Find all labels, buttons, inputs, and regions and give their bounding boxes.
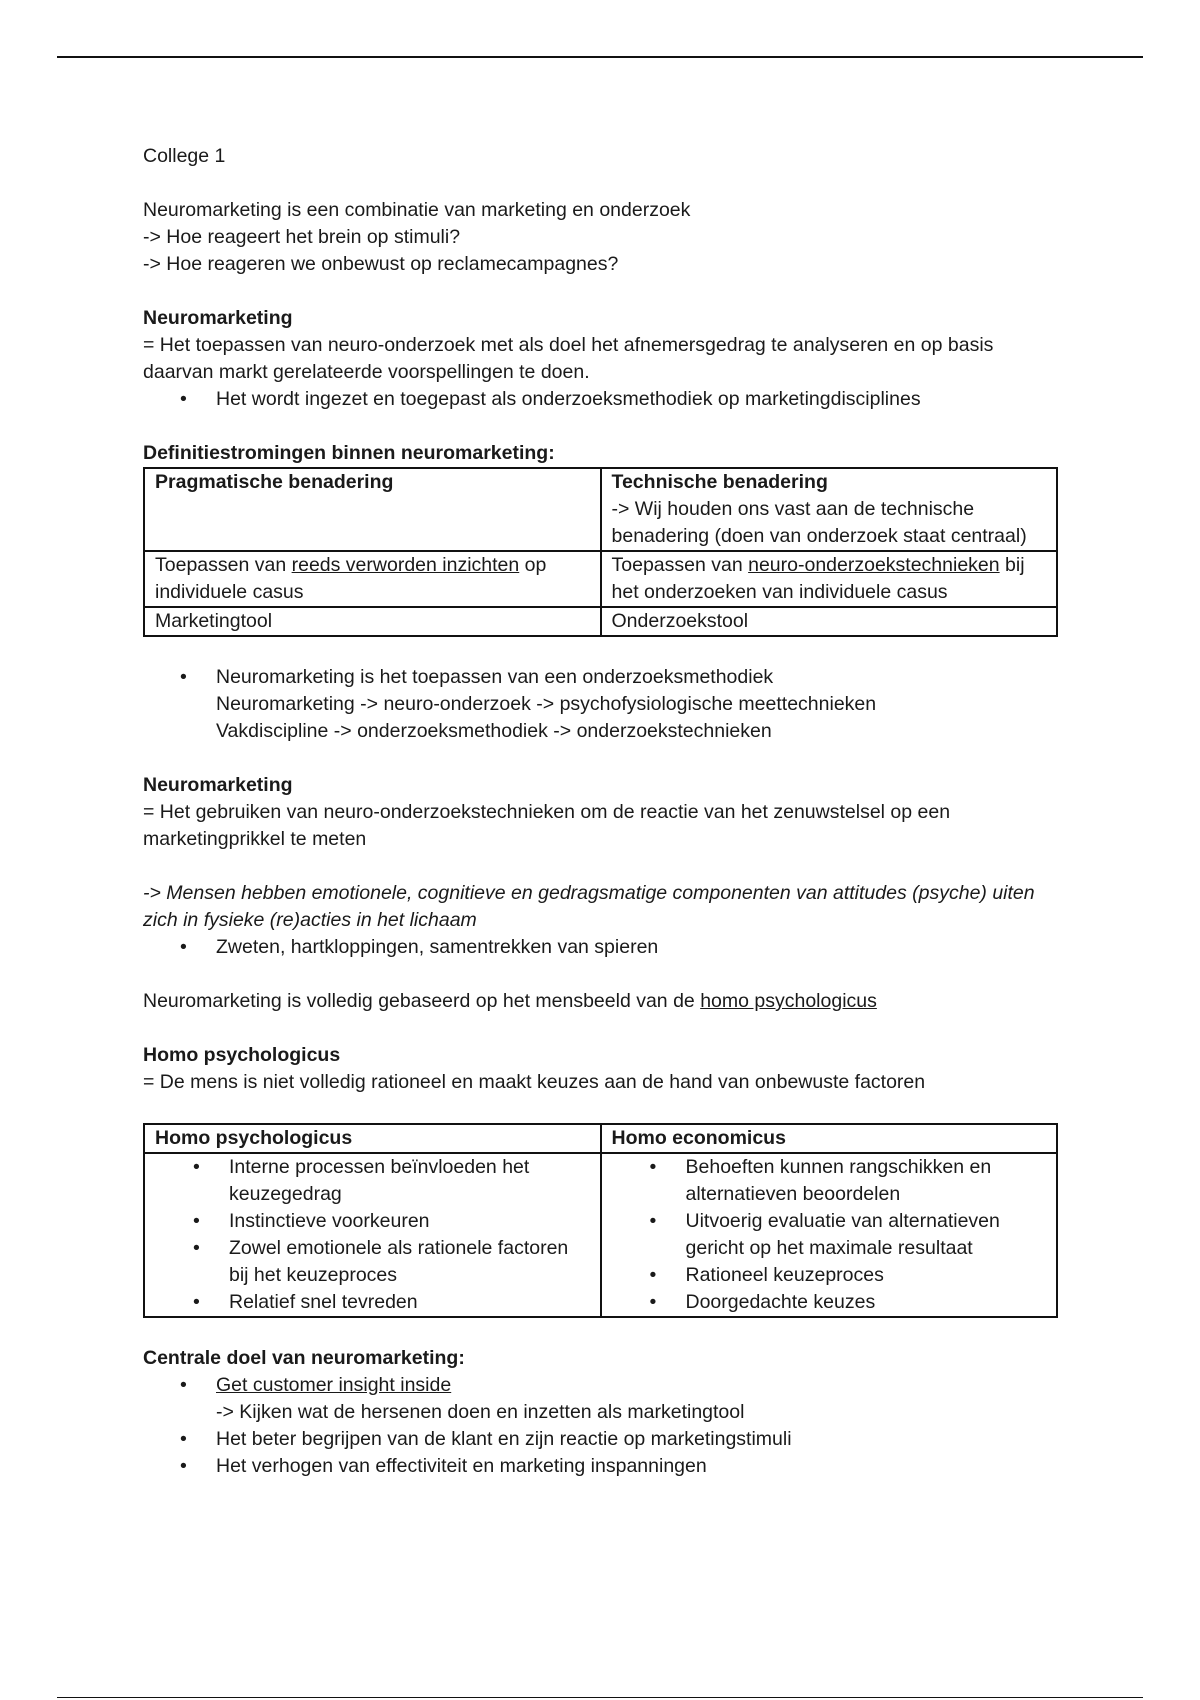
cell-text: Toepassen van (611, 554, 749, 576)
document-body (143, 143, 1063, 1480)
table-cell: Marketingtool (144, 607, 601, 636)
definition-text: = Het toepassen van neuro-onderzoek met als doel het afnemersgedrag te analyseren en op basis daarvan markt gerelateerde voorspellingen te doen. (143, 334, 994, 383)
table-cell (601, 1153, 1058, 1317)
list-item: • Uitvoerig evaluatie van alternatieven gericht op het maximale resultaat (686, 1208, 1049, 1262)
table-caption: Definitiestromingen binnen neuromarketing: (143, 442, 555, 464)
definition-text: = De mens is niet volledig rationeel en maakt keuzes aan de hand van onbewuste factoren (143, 1071, 926, 1093)
table-row (144, 1124, 1057, 1153)
table-cell (144, 468, 601, 551)
bullet-list (143, 1372, 1063, 1480)
list-item-line: Neuromarketing -> neuro-onderzoek -> psychofysiologische meettechnieken (216, 693, 877, 715)
bullet-list (612, 1154, 1049, 1316)
comparison-table (143, 1123, 1058, 1318)
definition-text: = Het gebruiken van neuro-onderzoekstechnieken om de reactie van het zenuwstelsel op een marketingprikkel te meten (143, 801, 951, 850)
list-item-line: • Neuromarketing is het toepassen van een onderzoeksmethodiek (216, 666, 774, 688)
section-title: Homo psychologicus (143, 1044, 341, 1066)
table-row (144, 1153, 1057, 1317)
list-item: • Het wordt ingezet en toegepast als onderzoeksmethodiek op marketingdisciplines (216, 386, 1063, 413)
table-cell (601, 551, 1058, 607)
section-title: Neuromarketing (143, 307, 293, 329)
list-item (216, 664, 1063, 745)
column-header: Homo psychologicus (144, 1124, 601, 1153)
intro-line: -> Hoe reageert het brein op stimuli? (143, 226, 461, 248)
column-header: Pragmatische benadering (155, 471, 394, 493)
list-item: • Het beter begrijpen van de klant en zijn reactie op marketingstimuli (216, 1426, 1063, 1453)
table-cell (144, 1153, 601, 1317)
section-title: Centrale doel van neuromarketing: (143, 1347, 465, 1369)
section-title: Neuromarketing (143, 774, 293, 796)
bullet-list (155, 1154, 592, 1316)
cell-text: bij het onderzoeken van individuele casus (611, 554, 1025, 603)
list-item: • Interne processen beïnvloeden het keuzegedrag (229, 1154, 592, 1208)
table-cell (601, 468, 1058, 551)
cell-text: op individuele casus (155, 554, 547, 603)
list-item: • Relatief snel tevreden (229, 1289, 592, 1316)
table-row (144, 551, 1057, 607)
list-item: • Het verhogen van effectiviteit en marketing inspanningen (216, 1453, 1063, 1480)
header-rule (57, 56, 1143, 58)
list-item-line: -> Kijken wat de hersenen doen en inzetten als marketingtool (216, 1401, 745, 1423)
table-cell (144, 551, 601, 607)
table-row (144, 607, 1057, 636)
bullet-list (143, 934, 1063, 961)
underlined-text: neuro-onderzoekstechnieken (748, 554, 1000, 576)
paragraph-text: Neuromarketing is volledig gebaseerd op het mensbeeld van de (143, 990, 701, 1012)
column-note: -> Wij houden ons vast aan de technische benadering (doen van onderzoek staat centraal) (611, 498, 1027, 547)
italic-note: -> Mensen hebben emotionele, cognitieve en gedragsmatige componenten van attitudes (psyche) uiten zich in fysieke (re)acties in het lichaam (143, 882, 1035, 931)
cell-text: Toepassen van (155, 554, 292, 576)
table-cell: Onderzoekstool (601, 607, 1058, 636)
footer-rule (57, 1697, 1143, 1698)
column-header: Homo economicus (601, 1124, 1058, 1153)
page-heading: College 1 (143, 145, 226, 167)
list-item: • Instinctieve voorkeuren (229, 1208, 592, 1235)
definitions-table (143, 467, 1058, 637)
intro-line: Neuromarketing is een combinatie van marketing en onderzoek (143, 199, 691, 221)
list-item: • Zweten, hartkloppingen, samentrekken van spieren (216, 934, 1063, 961)
list-item (216, 1372, 1063, 1426)
bullet-list (143, 664, 1063, 745)
underlined-text: homo psychologicus (700, 990, 877, 1012)
list-item: • Rationeel keuzeproces (686, 1262, 1049, 1289)
list-item: • Doorgedachte keuzes (686, 1289, 1049, 1316)
list-item: • Behoeften kunnen rangschikken en alternatieven beoordelen (686, 1154, 1049, 1208)
column-header: Technische benadering (611, 471, 828, 493)
paragraph (143, 988, 1063, 1015)
list-item-line: Vakdiscipline -> onderzoeksmethodiek -> onderzoekstechnieken (216, 720, 772, 742)
underlined-text: reeds verworden inzichten (291, 554, 520, 576)
intro-line: -> Hoe reageren we onbewust op reclamecampagnes? (143, 253, 619, 275)
list-item: • Zowel emotionele als rationele factoren bij het keuzeproces (229, 1235, 592, 1289)
bullet-list (143, 386, 1063, 413)
underlined-text: • Get customer insight inside (216, 1374, 452, 1396)
table-row (144, 468, 1057, 551)
